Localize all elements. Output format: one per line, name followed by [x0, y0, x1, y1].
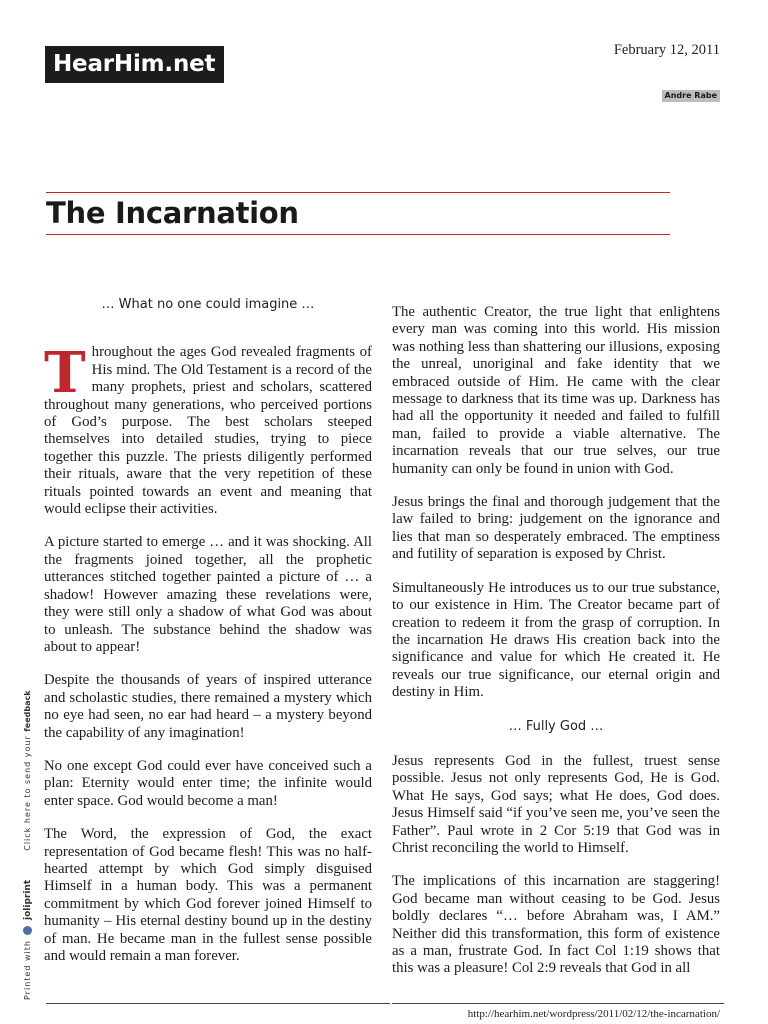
drop-cap: T	[44, 340, 86, 407]
print-sidebar	[21, 690, 35, 1000]
paragraph: The implications of this incarnation are staggering! God became man without ceasing to be God. Jesus boldly declares “… before Abraham was, I AM.” Neither did this transformation, this form of existence as a man, frustrate God. In fact Col 1:19 shows that this was a pleasure! Col 2:9 reveals that God in all	[392, 873, 720, 977]
joliprint-icon	[23, 926, 32, 935]
paragraph-text: hroughout the ages God revealed fragments of His mind. The Old Testament is a record of the many prophets, priest and scholars, scattered throughout many generations, who perceived portions of God’s purpose. The best scholars steeped themselves into detailed studies, trying to piece together this puzzle. The priests diligently performed their rituals, aware that the very repetition of these rituals pointed towards an event and meaning that would eclipse their activities.	[44, 344, 372, 518]
page-title: The Incarnation	[46, 196, 299, 230]
printed-with-label: Printed with	[23, 940, 32, 1000]
joliprint-brand[interactable]: joliprint	[23, 879, 33, 920]
paragraph: The Word, the expression of God, the exact representation of God became flesh! This was no half-hearted attempt by which God simply disguised Himself in a human body. This was a permanent commitment by which God forever joined Himself to humanity – His eternal destiny bound up in the destiny of man. He became man in the fullest sense possible and would remain a man forever.	[44, 826, 372, 964]
section-subhead: … Fully God …	[508, 718, 604, 734]
feedback-prompt[interactable]: Click here to send your	[23, 735, 32, 851]
paragraph: A picture started to emerge … and it was shocking. All the fragments joined together, all the prophetic utterances stitched together painted a picture of … a shadow! However amazing these revelations were, they were still only a shadow of what God was about to unleash. The substance behind the shadow was about to appear!	[44, 534, 372, 655]
paragraph: No one except God could ever have conceived such a plan: Eternity would enter time; the infinite would enter space. God would become a man!	[44, 757, 372, 809]
article-column-left	[44, 296, 372, 981]
author-badge: Andre Rabe	[662, 90, 720, 102]
paragraph: Simultaneously He introduces us to our true substance, to our existence in Him. The Creator became part of creation to redeem it from the grasp of corruption. In the incarnation He draws His creation back into the significance and value for which He created it. He reveals our true significance, our eternal origin and destiny in Him.	[392, 579, 720, 701]
footer-rule	[392, 1003, 724, 1004]
article-column-right	[392, 304, 720, 994]
paragraph	[44, 340, 372, 518]
publish-date: February 12, 2011	[613, 42, 720, 58]
section-subhead: … What no one could imagine …	[101, 297, 315, 312]
paragraph: The authentic Creator, the true light that enlightens every man was coming into this world. His mission was nothing less than shattering our illusions, exposing the unreal, unoriginal and fake identity that we embraced outside of Him. He came with the clear message to darkness that its time was up. Darkness has had all the opportunity it needed and failed to fulfill man, failed to provide a viable alternative. The incarnation reveals that our true selves, our true humanity can only be found in union with God.	[392, 304, 720, 477]
paragraph: Despite the thousands of years of inspired utterance and scholastic studies, there remained a mystery which no eye had seen, no ear had heard – a mystery beyond the capability of any imagination!	[44, 672, 372, 741]
title-top-rule	[46, 192, 670, 193]
site-logo[interactable]: HearHim.net	[45, 46, 224, 83]
paragraph: Jesus represents God in the fullest, truest sense possible. Jesus not only represents God, He is God. What He says, God says; what He does, God does. Jesus Himself said “if you’ve seen me, you’ve seen the Father”. Paul wrote in 2 Cor 5:19 that God was in Christ reconciling the world to Himself.	[392, 752, 720, 856]
title-bottom-rule	[46, 234, 670, 235]
paragraph: Jesus brings the final and thorough judgement that the law failed to bring: judgement on the ignorance and lies that man so desperately embraced. The emptiness and futility of separation is exposed by Christ.	[392, 494, 720, 563]
source-url[interactable]: http://hearhim.net/wordpress/2011/02/12/the-incarnation/	[467, 1008, 720, 1020]
feedback-link[interactable]: feedback	[23, 690, 32, 732]
footer-rule	[46, 1003, 390, 1004]
